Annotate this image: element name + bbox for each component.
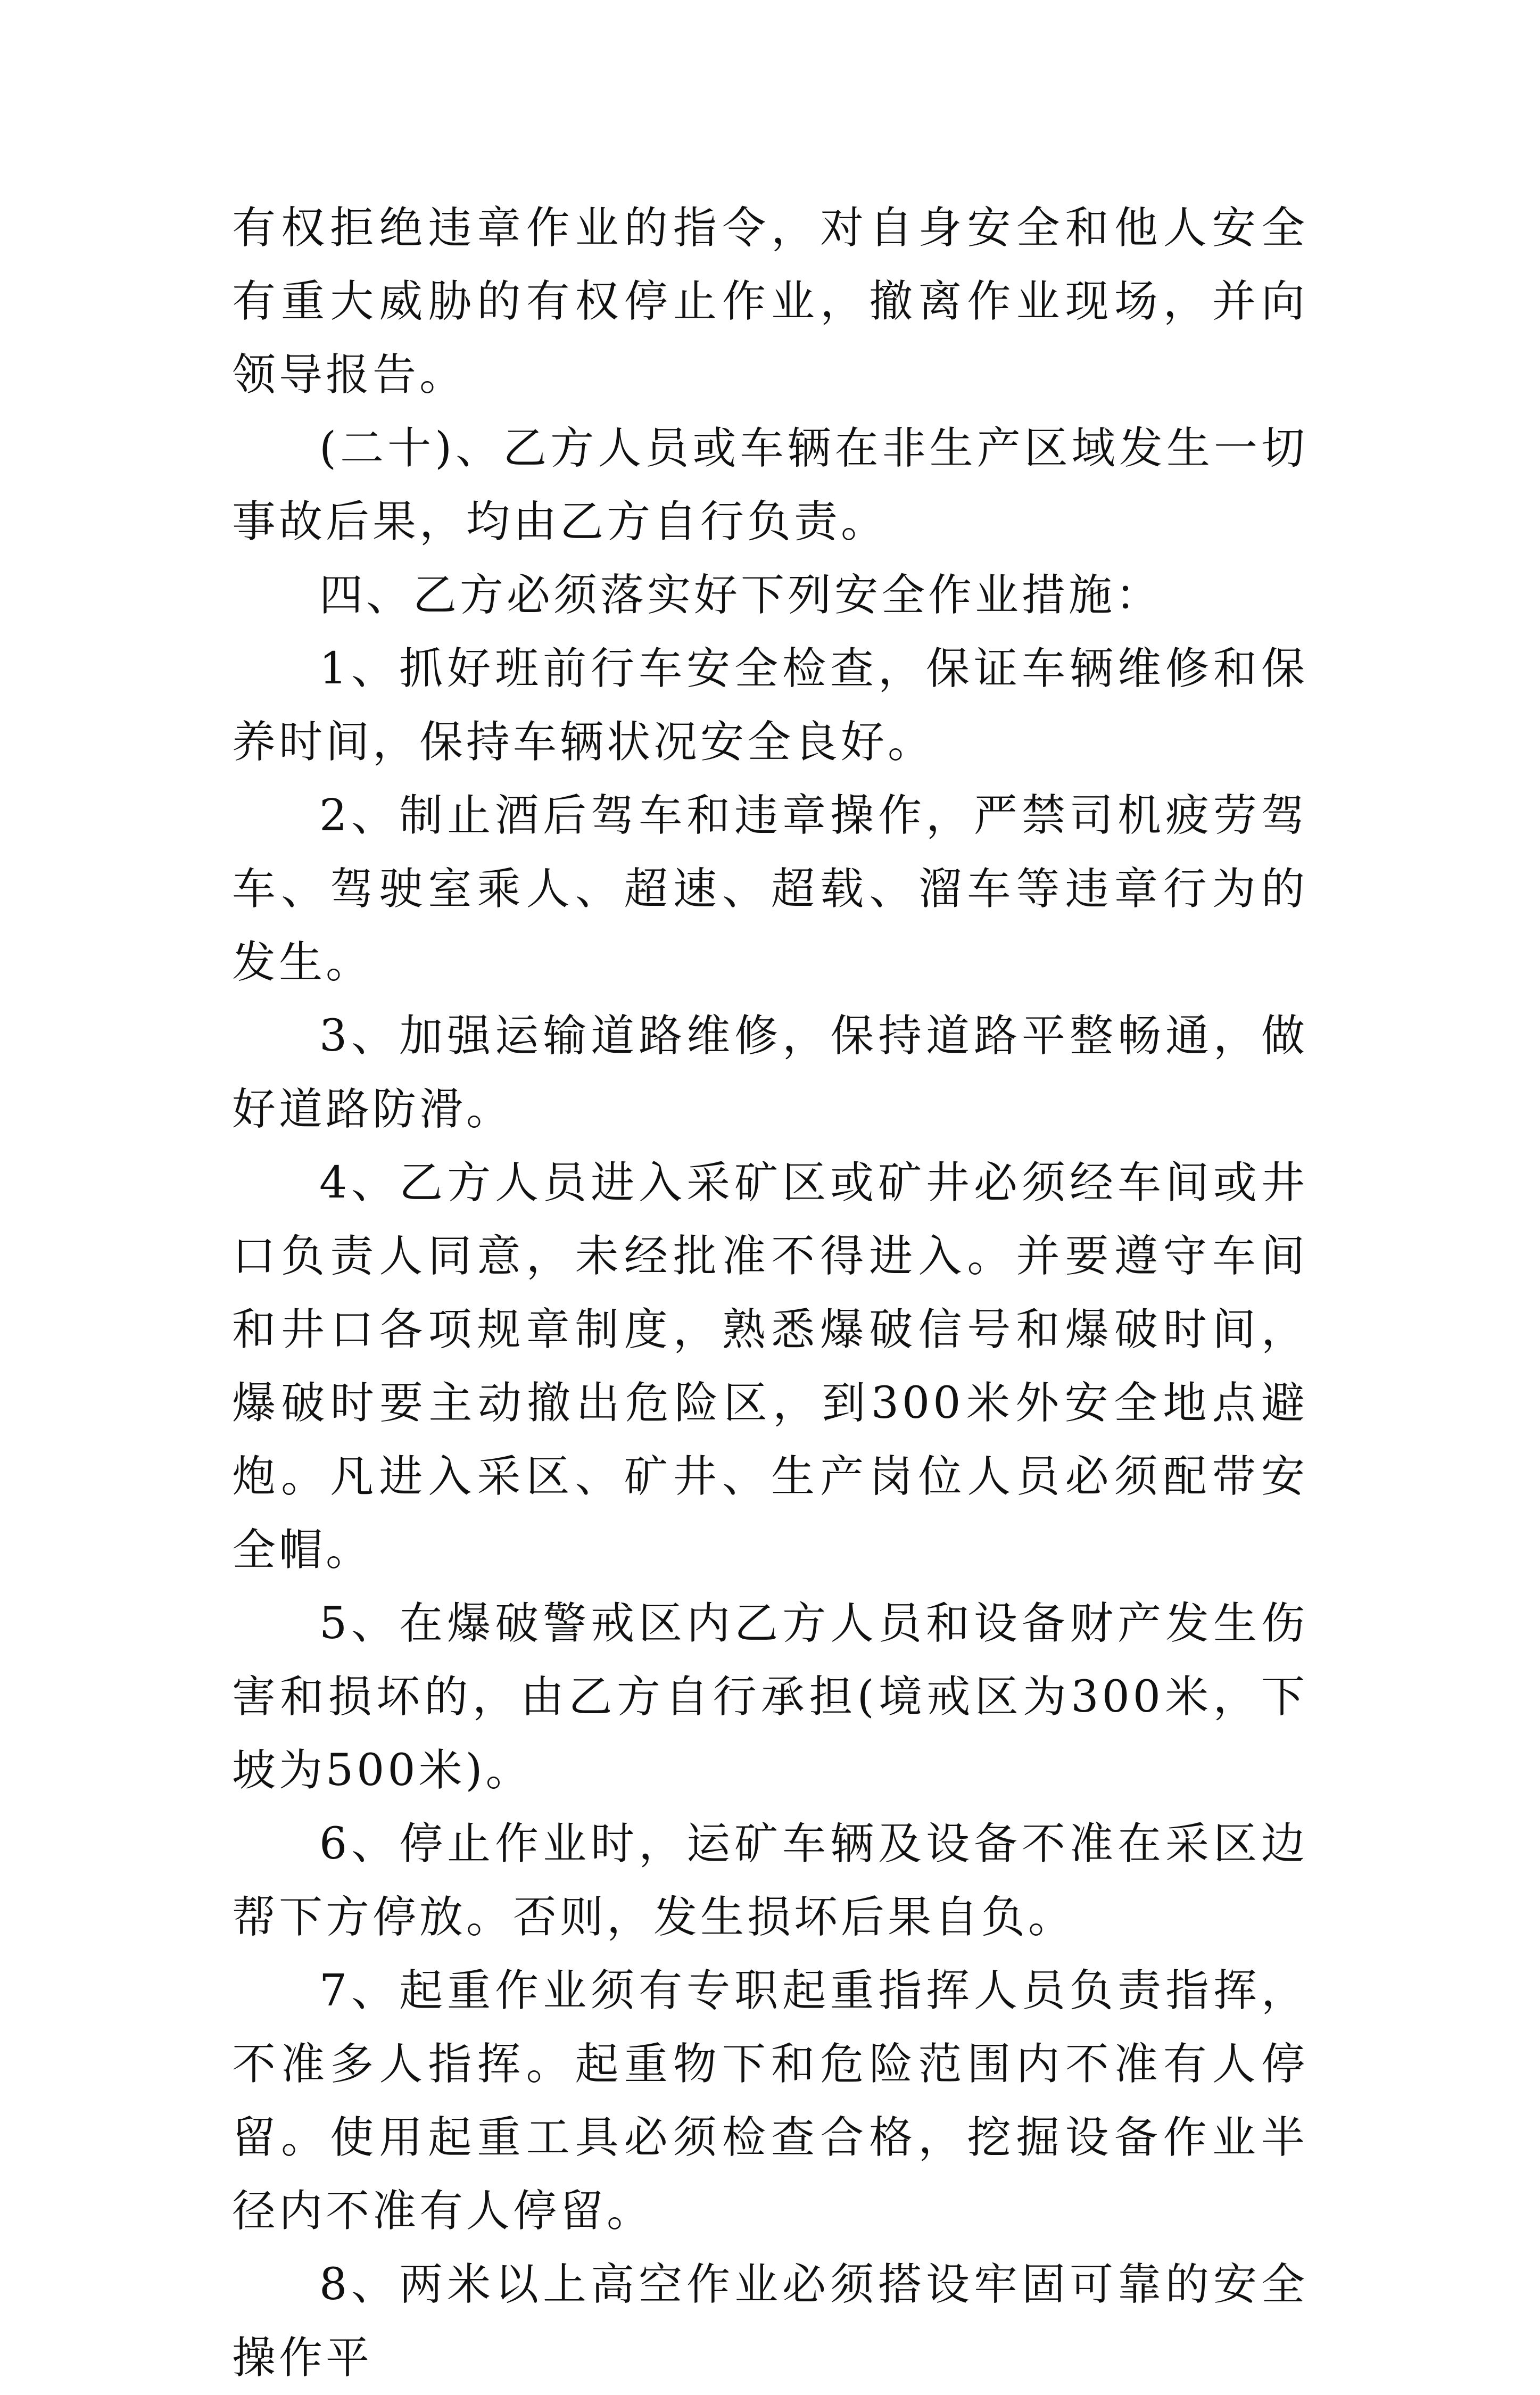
paragraph-4: 1、抓好班前行车安全检查，保证车辆维修和保养时间，保持车辆状况安全良好。: [232, 643, 1308, 767]
paragraph-11: 8、两米以上高空作业必须搭设牢固可靠的安全操作平: [232, 2259, 1308, 2383]
paragraph-5: 2、制止酒后驾车和违章操作，严禁司机疲劳驾车、驾驶室乘人、超速、超载、溜车等违章行为的发生。: [232, 790, 1308, 988]
paragraph-7: 4、乙方人员进入采矿区或矿井必须经车间或井口负责人同意，未经批准不得进入。并要遵守车间和井口各项规章制度，熟悉爆破信号和爆破时间，爆破时要主动撤出危险区，到300米外安全地点避炮。凡进入采区、矿井、生产岗位人员必须配带安全帽。: [232, 1158, 1308, 1575]
paragraph-10: 7、起重作业须有专职起重指挥人员负责指挥，不准多人指挥。起重物下和危险范围内不准有人停留。使用起重工具必须检查合格，挖掘设备作业半径内不准有人停留。: [232, 1965, 1308, 2236]
document-body: [232, 192, 1308, 2395]
paragraph-1: 有权拒绝违章作业的指令，对自身安全和他人安全有重大威胁的有权停止作业，撤离作业现场，并向领导报告。: [232, 203, 1308, 400]
paragraph-2: (二十)、乙方人员或车辆在非生产区域发生一切事故后果，均由乙方自行负责。: [232, 423, 1308, 547]
paragraph-8: 5、在爆破警戒区内乙方人员和设备财产发生伤害和损坏的，由乙方自行承担(境戒区为300米，下坡为500米)。: [232, 1598, 1308, 1796]
paragraph-3: 四、乙方必须落实好下列安全作业措施：: [319, 570, 1163, 621]
paragraph-9: 6、停止作业时，运矿车辆及设备不准在采区边帮下方停放。否则，发生损坏后果自负。: [232, 1819, 1308, 1943]
paragraph-6: 3、加强运输道路维修，保持道路平整畅通，做好道路防滑。: [232, 1011, 1308, 1135]
